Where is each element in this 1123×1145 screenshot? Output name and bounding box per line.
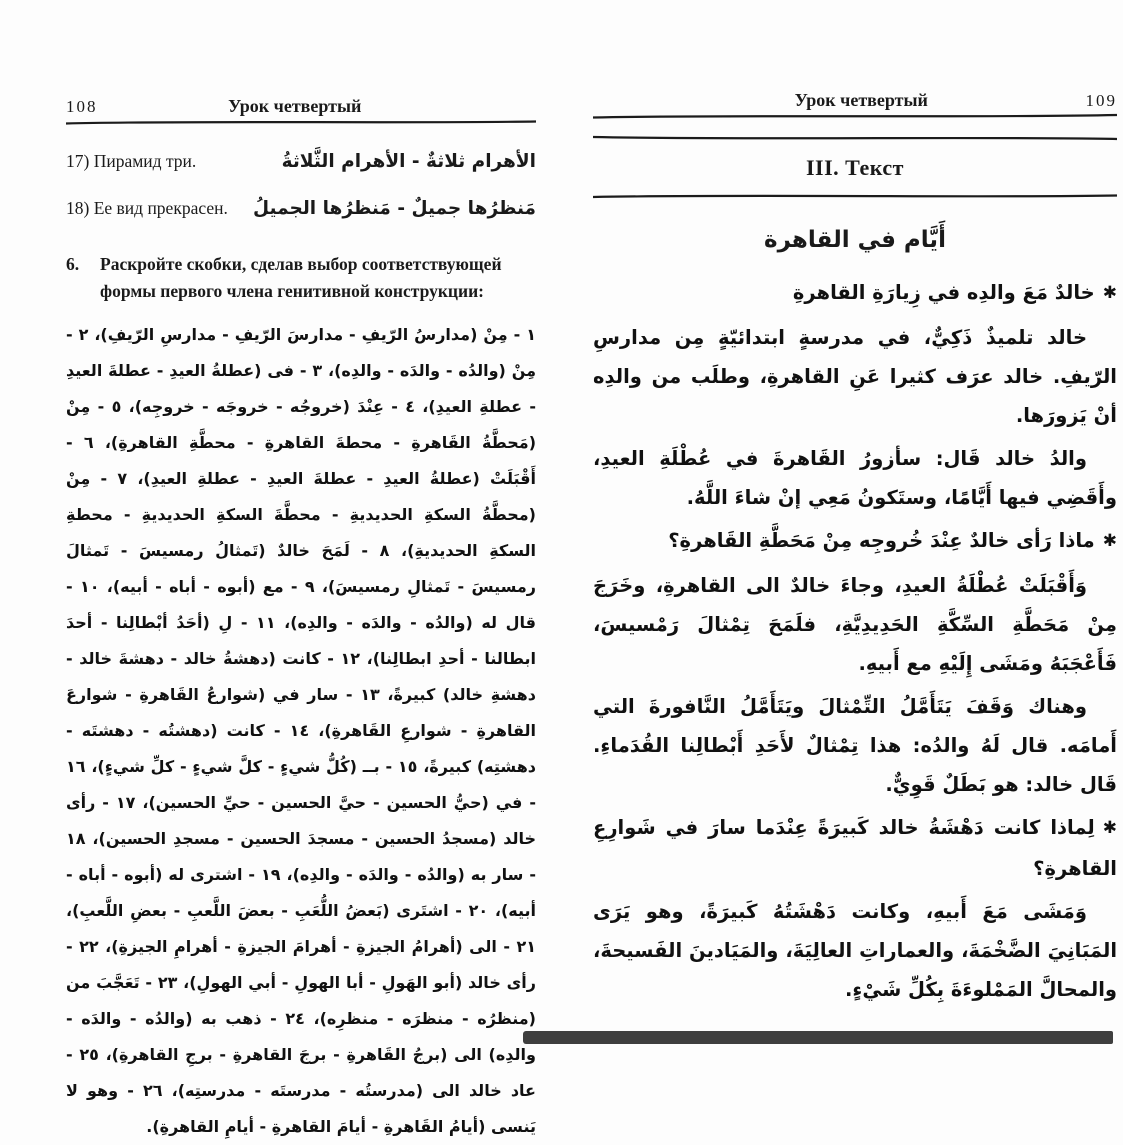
text-paragraph bbox=[593, 521, 1117, 562]
vocab-arabic: الأهرام ثلاثةٌ - الأهرام الثَّلاثةُ bbox=[281, 151, 536, 172]
paragraph-text: خالد تلميذٌ ذَكِيٌّ، في مدرسةٍ ابتدائيّةٍ مِن مدارسِ الرّيفِ. خالد عرَف كثيرا عَنِ القاهرةِ، وطلَب من والدِه أنْ يَزورَها. bbox=[593, 326, 1117, 427]
exercise-instruction: Раскройте скобки, сделав выбор соответствующей формы первого члена генитивной конструкции: bbox=[100, 254, 502, 302]
scan-edge-artifact bbox=[523, 1031, 1113, 1044]
vocab-row bbox=[66, 198, 536, 219]
vocab-row bbox=[66, 151, 536, 172]
text-paragraph bbox=[593, 566, 1117, 683]
asterisk-marker: ✱ bbox=[1102, 531, 1117, 551]
paragraph-text: خالدٌ مَعَ والدِه في زِيارَةِ القاهرةِ bbox=[792, 281, 1095, 304]
left-page bbox=[66, 96, 536, 1145]
vocab-russian: 17) Пирамид три. bbox=[66, 151, 197, 171]
right-page bbox=[593, 90, 1117, 1009]
exercise-number: 6. bbox=[66, 254, 80, 274]
section-heading: III. Текст bbox=[806, 155, 904, 180]
paragraph-text: والدُ خالد قَال: سأزورُ القَاهرةَ في عُطْلَةِ العيدِ، وأَقَضِي فيها أَيَّامًا، وستَكونُ مَعِي إنْ شاءَ اللَّهُ. bbox=[593, 447, 1117, 509]
right-page-number: 109 bbox=[1085, 91, 1117, 110]
text-paragraph bbox=[593, 808, 1117, 888]
exercise-arabic-text: ١ - مِنْ (مدارسُ الرّيفِ - مدارسَ الرّيفِ - مدارسِ الرّيفِ)، ٢ - مِنْ (والدُه - والدَه - والدِه)، ٣ - فى (عطلةُ العيدِ - عطلةَ العيدِ - عطلةِ العيدِ)، ٤ - عِنْدَ (خروجُه - خروجَه - خروجِه)، ٥ - مِنْ (مَحطَّةُ القَاهرةِ - محطةَ القاهرةِ - محطَّةِ القاهرةِ)، ٦ - أَقْبَلَتْ (عطلةُ العيدِ - عطلةَ العيدِ - عطلةِ العيدِ)، ٧ - مِنْ (محطَّةُ السكةِ الحديديةِ - محطَّةَ السكةِ الحديديةِ - محطةِ السكةِ الحديديةِ)، ٨ - لَمَحَ خالدٌ (تَمثالُ رمسيسَ - تَمثالَ رمسيسَ - تَمثالِ رمسيسَ)، ٩ - مع (أبوه - أباه - أبيه)، ١٠ - قال له (والدُه - والدَه - والدِه)، ١١ - لِ (أحَدُ أبْطالِنا - أحدَ ابطالنا - أحدِ ابطالِنا)، ١٢ - كانت (دهشةُ خالد - دهشةَ خالد - دهشةِ خالد) كبيرةً، ١٣ - سار في (شوارعُ القَاهرةِ - شوارعَ القاهرةِ - شوارعِ القَاهرةِ)، ١٤ - كانت (دهشتُه - دهشتَه - دهشتِه) كبيرةً، ١٥ - بــ (كُلُّ شيءٍ - كلَّ شيءٍ - كلِّ شيءٍ)، ١٦ - في (حيُّ الحسين - حيَّ الحسين - حيِّ الحسين)، ١٧ - رأى خالد (مسجدُ الحسين - مسجدَ الحسين - مسجدِ الحسين)، ١٨ - سار به (والدُه - والدَه - والدِه)، ١٩ - اشترى له (أبوه - أباه - أبيه)، ٢٠ - اشتَرى (بَعضُ اللُّعَبِ - بعضَ اللَّعبِ - بعضِ اللَّعبِ)، ٢١ - الى (أهرامُ الجيزةِ - أهرامَ الجيزةِ - أهرامِ الجيزةِ)، ٢٢ - رأى خالد (أبو الهَولِ - أبا الهولِ - أبي الهولِ)، ٢٣ - تَعَجَّبَ من (منظرُه - منظرَه - منظرِه)، ٢٤ - ذهب به (والدُه - والدَه - والدِه) الى (برجُ القَاهرةِ - برجَ القاهرةِ - برجِ القاهرةِ)، ٢٥ - عاد خالد الى (مدرستُه - مدرستَه - مدرستِه)، ٢٦ - وهو لا يَنسى (أيامُ القَاهرةِ - أيامَ القاهرةِ - أيامِ القاهرةِ). bbox=[66, 325, 537, 1137]
text-paragraph bbox=[593, 892, 1117, 1009]
asterisk-marker: ✱ bbox=[1102, 818, 1117, 838]
left-header-rule bbox=[66, 119, 536, 125]
left-header-title: Урок четвертый bbox=[228, 96, 362, 116]
paragraph-text: وَمَشَى مَعَ أَبيهِ، وكانت دَهْشَتُهُ كَبيرَةً، وهو يَرَى المَبَانِيَ الضَّخْمَةَ، والعماراتِ العالِيَةَ، والمَيَادينَ الفَسيحةَ، والمحالَّ المَمْلوءَةَ بِكُلِّ شَيْءٍ. bbox=[593, 900, 1117, 1001]
paragraph-text: ماذا رَأى خالدٌ عِنْدَ خُروجِه مِنْ مَحَطَّةِ القَاهرةِ؟ bbox=[668, 529, 1095, 552]
vocab-russian: 18) Ее вид прекрасен. bbox=[66, 198, 228, 218]
paragraph-text: وهناك وَقَفَ يَتَأَمَّلُ التِّمْثالَ ويَتَأَمَّلُ النَّافورةَ التي أَمامَه. قال لَهُ والدُه: هذا تِمْثالٌ لأَحَدِ أَبْطالِنا القُدَماءِ. قَال خالد: هو بَطَلٌ قَوِيٌّ. bbox=[593, 695, 1117, 796]
vocab-arabic: مَنظرُها جميلٌ - مَنظرُها الجميلُ bbox=[253, 198, 536, 219]
text-paragraph bbox=[593, 439, 1117, 517]
left-page-number: 108 bbox=[66, 97, 98, 116]
left-running-header bbox=[66, 96, 536, 117]
exercise-heading bbox=[66, 251, 536, 305]
text-paragraph bbox=[593, 318, 1117, 435]
section-bottom-rule bbox=[593, 193, 1117, 199]
text-title-arabic: أَيَّام في القاهرة bbox=[764, 227, 946, 253]
right-header-title: Урок четвертый bbox=[794, 90, 928, 110]
paragraph-text: لِماذا كانت دَهْشَةُ خالد كَبيرَةً عِنْدَما سارَ في شَوارِعِ القاهرةِ؟ bbox=[593, 816, 1117, 880]
asterisk-marker: ✱ bbox=[1102, 283, 1117, 303]
right-running-header bbox=[593, 90, 1117, 111]
text-paragraph bbox=[593, 687, 1117, 804]
section-top-rule bbox=[593, 135, 1117, 141]
paragraph-text: وَأَقْبَلَتْ عُطْلَةُ العيدِ، وجاءَ خالدٌ الى القاهرةِ، وخَرَجَ مِنْ مَحَطَّةِ السِّكَّةِ الحَدِيدِيَّةِ، فلَمَحَ تِمْثالَ رَمْسيسَ، فَأَعْجَبَهُ ومَشَى إِلَيْهِ مع أَبيهِ. bbox=[593, 574, 1117, 675]
text-body bbox=[593, 273, 1117, 1009]
right-header-rule bbox=[593, 113, 1117, 119]
text-paragraph bbox=[593, 273, 1117, 314]
